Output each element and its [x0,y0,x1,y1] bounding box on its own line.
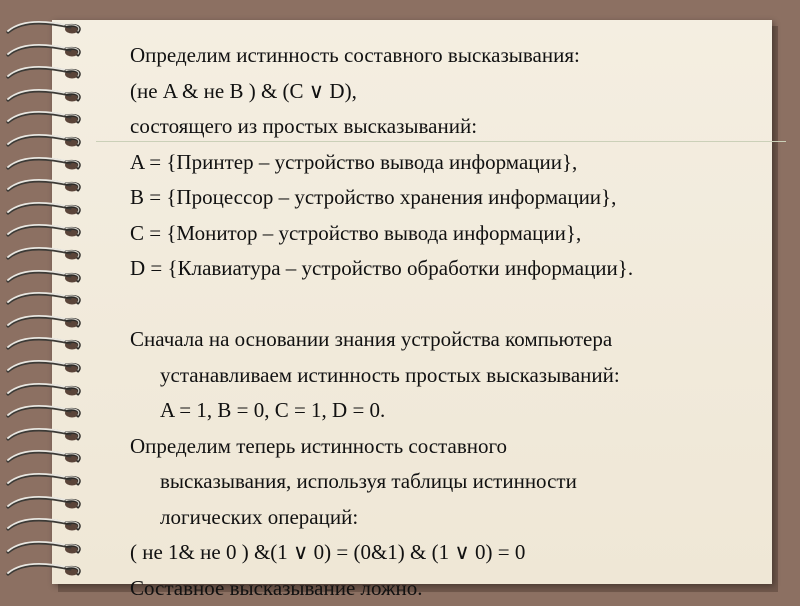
notebook-spiral-icon [0,493,100,513]
notebook-spiral-icon [0,267,100,287]
paragraph2-line2: высказывания, используя таблицы истинности [130,464,770,500]
notebook-spiral-icon [0,538,100,558]
truth-values: A = 1, B = 0, С = 1, D = 0. [130,393,770,429]
paragraph1-line2: устанавливаем истинность простых высказываний: [130,358,770,394]
statement-c: С = {Монитор – устройство вывода информации}, [130,216,770,252]
statement-d: D = {Клавиатура – устройство обработки информации}. [130,251,770,287]
notebook-spiral-icon [0,63,100,83]
notebook-spiral-icon [0,221,100,241]
notebook-spiral-icon [0,334,100,354]
statement-b: B = {Процессор – устройство хранения информации}, [130,180,770,216]
notebook-spiral-icon [0,41,100,61]
notebook-spiral-icon [0,447,100,467]
notebook-spiral-icon [0,199,100,219]
intro-line: Определим истинность составного высказывания: [130,38,770,74]
spacer [130,287,770,323]
notebook-spiral-icon [0,470,100,490]
formula-line: (не A & не B ) & (C ∨ D), [130,74,770,110]
notebook-spiral-icon [0,244,100,264]
notebook-spiral-icon [0,312,100,332]
slide-text [130,38,770,606]
paragraph2-line1: Определим теперь истинность составного [130,429,770,465]
simple-statements-heading: состоящего из простых высказываний: [130,109,770,145]
computation-line: ( не 1& не 0 ) &(1 ∨ 0) = (0&1) & (1 ∨ 0) = 0 [130,535,770,571]
notebook-spiral-icon [0,380,100,400]
notebook-spiral-icon [0,560,100,580]
notebook-spiral-binding [0,0,110,600]
paragraph1-line1: Сначала на основании знания устройства компьютера [130,322,770,358]
notebook-spiral-icon [0,515,100,535]
notebook-spiral-icon [0,108,100,128]
notebook-spiral-icon [0,18,100,38]
notebook-spiral-icon [0,402,100,422]
notebook-spiral-icon [0,86,100,106]
notebook-spiral-icon [0,176,100,196]
notebook-spiral-icon [0,425,100,445]
notebook-spiral-icon [0,154,100,174]
notebook-spiral-icon [0,357,100,377]
paragraph2-line3: логических операций: [130,500,770,536]
statement-a: A = {Принтер – устройство вывода информации}, [130,145,770,181]
notebook-spiral-icon [0,289,100,309]
conclusion-line: Составное высказывание ложно. [130,571,770,606]
notebook-spiral-icon [0,131,100,151]
